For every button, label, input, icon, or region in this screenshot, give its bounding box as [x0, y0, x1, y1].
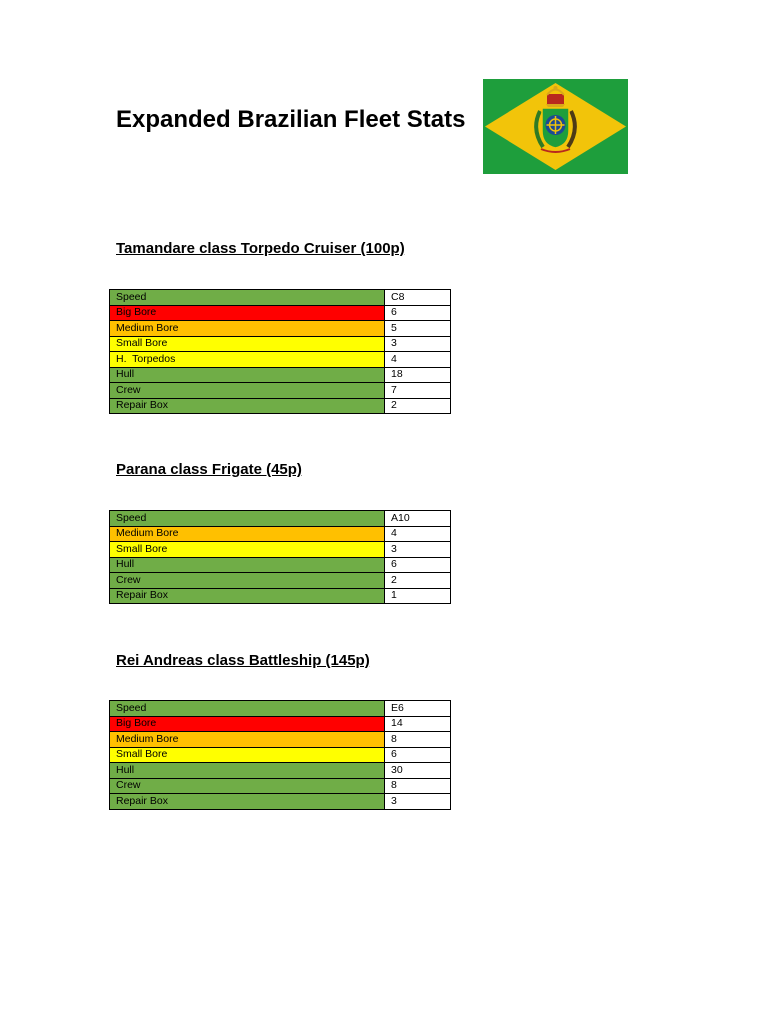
table-row — [110, 747, 451, 763]
table-row — [110, 511, 451, 527]
stat-value: 30 — [385, 763, 451, 779]
stat-value: 6 — [385, 557, 451, 573]
stat-label: Repair Box — [110, 588, 385, 604]
stat-value: 2 — [385, 398, 451, 414]
stat-label: Crew — [110, 573, 385, 589]
stat-value: 7 — [385, 383, 451, 399]
stat-value: 3 — [385, 336, 451, 352]
stat-label: Medium Bore — [110, 321, 385, 337]
stat-value: 6 — [385, 305, 451, 321]
table-row — [110, 716, 451, 732]
stat-label: Repair Box — [110, 794, 385, 810]
stat-value: 18 — [385, 367, 451, 383]
stat-value: 4 — [385, 526, 451, 542]
stat-value: 3 — [385, 542, 451, 558]
table-row — [110, 367, 451, 383]
stat-value: 5 — [385, 321, 451, 337]
table-row — [110, 305, 451, 321]
stat-label: Big Bore — [110, 305, 385, 321]
stat-value: C8 — [385, 290, 451, 306]
stat-value: 4 — [385, 352, 451, 368]
table-row — [110, 794, 451, 810]
stat-value: 2 — [385, 573, 451, 589]
table-row — [110, 778, 451, 794]
table-row — [110, 290, 451, 306]
stat-label: Hull — [110, 367, 385, 383]
stat-label: Medium Bore — [110, 732, 385, 748]
table-row — [110, 526, 451, 542]
stat-label: H. Torpedos — [110, 352, 385, 368]
page-title: Expanded Brazilian Fleet Stats — [116, 106, 466, 133]
table-row — [110, 763, 451, 779]
stat-value: A10 — [385, 511, 451, 527]
stats-table-parana — [109, 510, 451, 604]
stat-label: Speed — [110, 290, 385, 306]
table-row — [110, 383, 451, 399]
table-row — [110, 336, 451, 352]
stats-table-rei-andreas — [109, 700, 451, 810]
stat-value: 6 — [385, 747, 451, 763]
table-row — [110, 732, 451, 748]
table-row — [110, 542, 451, 558]
stat-label: Big Bore — [110, 716, 385, 732]
table-row — [110, 588, 451, 604]
table-row — [110, 573, 451, 589]
stat-label: Crew — [110, 383, 385, 399]
empire-of-brazil-flag-image — [483, 79, 628, 174]
stat-label: Hull — [110, 763, 385, 779]
section-title-rei-andreas: Rei Andreas class Battleship (145p) — [116, 652, 370, 669]
stat-label: Hull — [110, 557, 385, 573]
stat-label: Small Bore — [110, 542, 385, 558]
stat-label: Speed — [110, 511, 385, 527]
stat-value: 3 — [385, 794, 451, 810]
section-title-parana: Parana class Frigate (45p) — [116, 461, 302, 478]
stat-label: Medium Bore — [110, 526, 385, 542]
stat-label: Speed — [110, 701, 385, 717]
stat-label: Small Bore — [110, 336, 385, 352]
section-title-tamandare: Tamandare class Torpedo Cruiser (100p) — [116, 240, 405, 257]
stat-value: 8 — [385, 778, 451, 794]
table-row — [110, 352, 451, 368]
stat-value: 14 — [385, 716, 451, 732]
stat-value: 1 — [385, 588, 451, 604]
stats-table-tamandare — [109, 289, 451, 414]
stat-value: E6 — [385, 701, 451, 717]
stat-label: Crew — [110, 778, 385, 794]
stat-label: Repair Box — [110, 398, 385, 414]
table-row — [110, 701, 451, 717]
table-row — [110, 398, 451, 414]
stat-label: Small Bore — [110, 747, 385, 763]
table-row — [110, 321, 451, 337]
stat-value: 8 — [385, 732, 451, 748]
table-row — [110, 557, 451, 573]
